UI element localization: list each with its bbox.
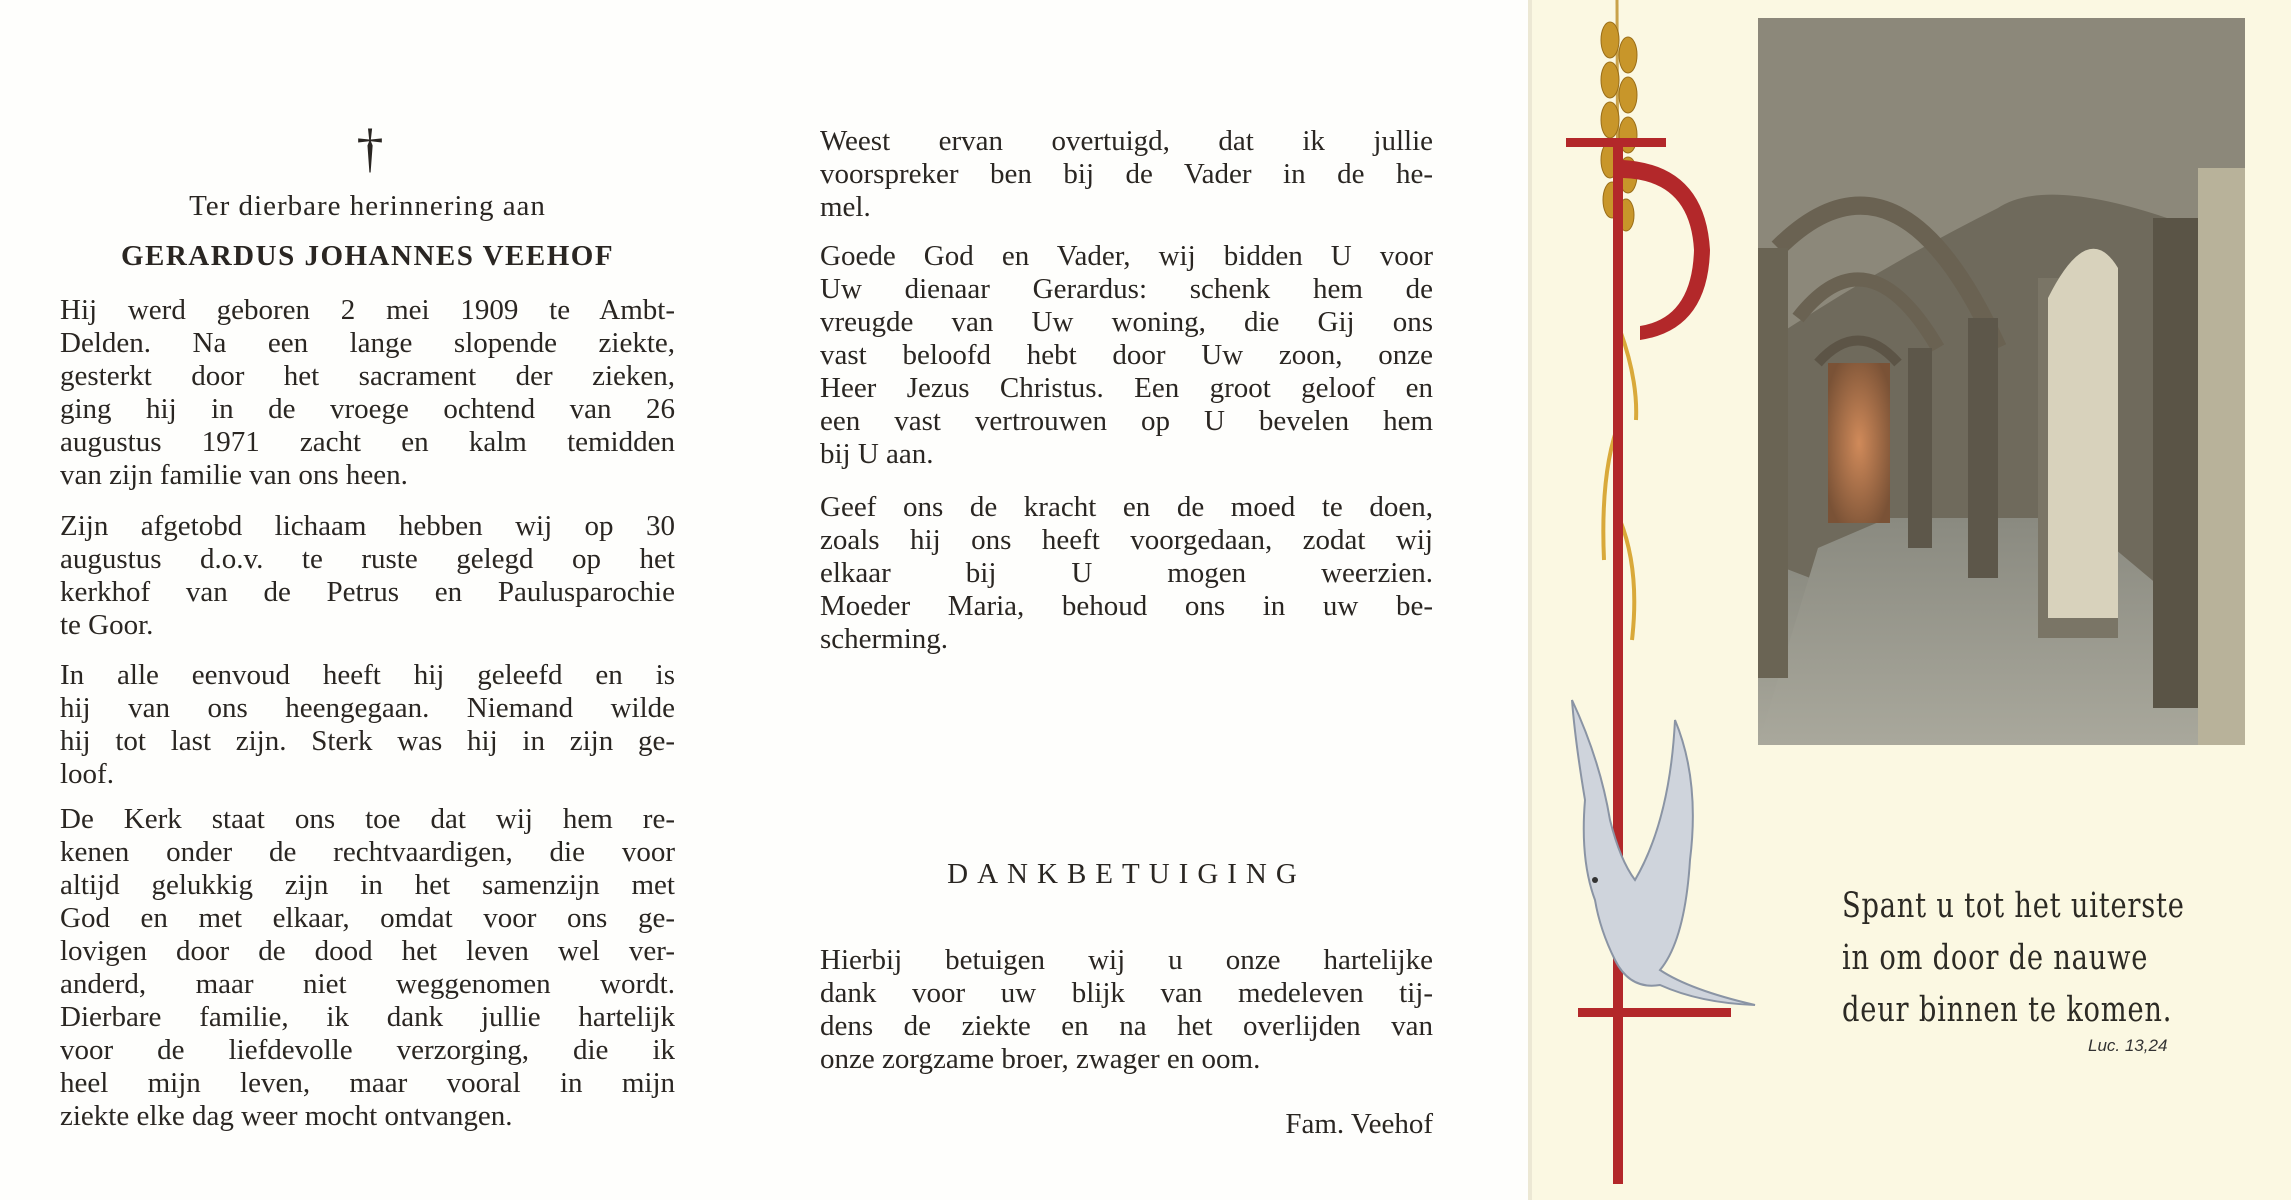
memorial-intro: Ter dierbare herinnering aan [189, 190, 546, 222]
text-line: altijd gelukkig zijn in het samenzijn met [60, 869, 675, 901]
text-line: augustus d.o.v. te ruste gelegd op het [60, 543, 675, 575]
text-line: De Kerk staat ons toe dat wij hem re- [60, 803, 675, 835]
scripture-reference: Luc. 13,24 [2088, 1036, 2168, 1055]
red-cross-icon [1566, 138, 1731, 1184]
text-line: Weest ervan overtuigd, dat ik jullie [820, 125, 1433, 157]
text-line: hij tot last zijn. Sterk was hij in zijn ge- [60, 725, 675, 757]
text-line: dank voor uw blijk van medeleven tij- [820, 977, 1433, 1009]
text-paragraph [60, 803, 675, 1133]
text-line: Delden. Na een lange slopende ziekte, [60, 327, 675, 359]
text-line: Hij werd geboren 2 mei 1909 te Ambt- [60, 294, 675, 326]
text-line: kenen onder de rechtvaardigen, die voor [60, 836, 675, 868]
text-line: vast beloofd hebt door Uw zoon, onze [820, 339, 1433, 371]
text-line: gesterkt door het sacrament der zieken, [60, 360, 675, 392]
text-paragraph [60, 294, 675, 492]
text-line: vreugde van Uw woning, die Gij ons [820, 306, 1433, 338]
cloister-photo [1758, 18, 2245, 745]
dove-icon [1572, 700, 1755, 1005]
signature: Fam. Veehof [1285, 1108, 1433, 1140]
cross-wheat-dove-illustration [1540, 0, 1780, 1200]
text-line: Dierbare familie, ik dank jullie hartelijk [60, 1001, 675, 1033]
thanks-heading: DANKBETUIGING [947, 858, 1306, 890]
text-line: elkaar bij U mogen weerzien. [820, 557, 1433, 589]
quote-line: in om door de nauwe [1842, 938, 2149, 978]
thanks-paragraph [820, 944, 1433, 1076]
text-line: mel. [820, 191, 871, 223]
text-line: Heer Jezus Christus. Een groot geloof en [820, 372, 1433, 404]
card-fold [1528, 0, 1532, 1200]
text-line: loof. [60, 758, 114, 790]
text-line: In alle eenvoud heeft hij geleefd en is [60, 659, 675, 691]
text-paragraph [60, 510, 675, 642]
text-line: Zijn afgetobd lichaam hebben wij op 30 [60, 510, 675, 542]
text-line: ziekte elke dag weer mocht ontvangen. [60, 1100, 513, 1132]
scripture-quote [1842, 880, 2185, 1036]
text-paragraph [820, 491, 1433, 656]
text-paragraph [820, 125, 1433, 224]
text-line: bij U aan. [820, 438, 934, 470]
text-line: scherming. [820, 623, 949, 655]
text-line: God en met elkaar, omdat voor ons ge- [60, 902, 675, 934]
text-line: anderd, maar niet weggenomen wordt. [60, 968, 675, 1000]
text-paragraph [820, 240, 1433, 471]
text-line: voorspreker ben bij de Vader in de he- [820, 158, 1433, 190]
text-line: Geef ons de kracht en de moed te doen, [820, 491, 1433, 523]
text-line: te Goor. [60, 609, 154, 641]
text-line: Uw dienaar Gerardus: schenk hem de [820, 273, 1433, 305]
text-paragraph [60, 659, 675, 791]
quote-line: Spant u tot het uiterste [1842, 886, 2185, 926]
text-line: kerkhof van de Petrus en Paulusparochie [60, 576, 675, 608]
cross-icon: † [356, 118, 384, 178]
text-line: Goede God en Vader, wij bidden U voor [820, 240, 1433, 272]
text-line: lovigen door de dood het leven wel ver- [60, 935, 675, 967]
text-line: heel mijn leven, maar vooral in mijn [60, 1067, 675, 1099]
text-line: hij van ons heengegaan. Niemand wilde [60, 692, 675, 724]
deceased-name: GERARDUS JOHANNES VEEHOF [120, 240, 615, 272]
text-line: onze zorgzame broer, zwager en oom. [820, 1043, 1261, 1075]
text-line: Moeder Maria, behoud ons in uw be- [820, 590, 1433, 622]
text-line: voor de liefdevolle verzorging, die ik [60, 1034, 675, 1066]
quote-line: deur binnen te komen. [1842, 990, 2173, 1030]
text-line: Hierbij betuigen wij u onze hartelijke [820, 944, 1433, 976]
text-line: dens de ziekte en na het overlijden van [820, 1010, 1433, 1042]
text-line: ging hij in de vroege ochtend van 26 [60, 393, 675, 425]
text-line: van zijn familie van ons heen. [60, 459, 408, 491]
text-line: zoals hij ons heeft voorgedaan, zodat wij [820, 524, 1433, 556]
text-line: augustus 1971 zacht en kalm temidden [60, 426, 675, 458]
text-line: een vast vertrouwen op U bevelen hem [820, 405, 1433, 437]
